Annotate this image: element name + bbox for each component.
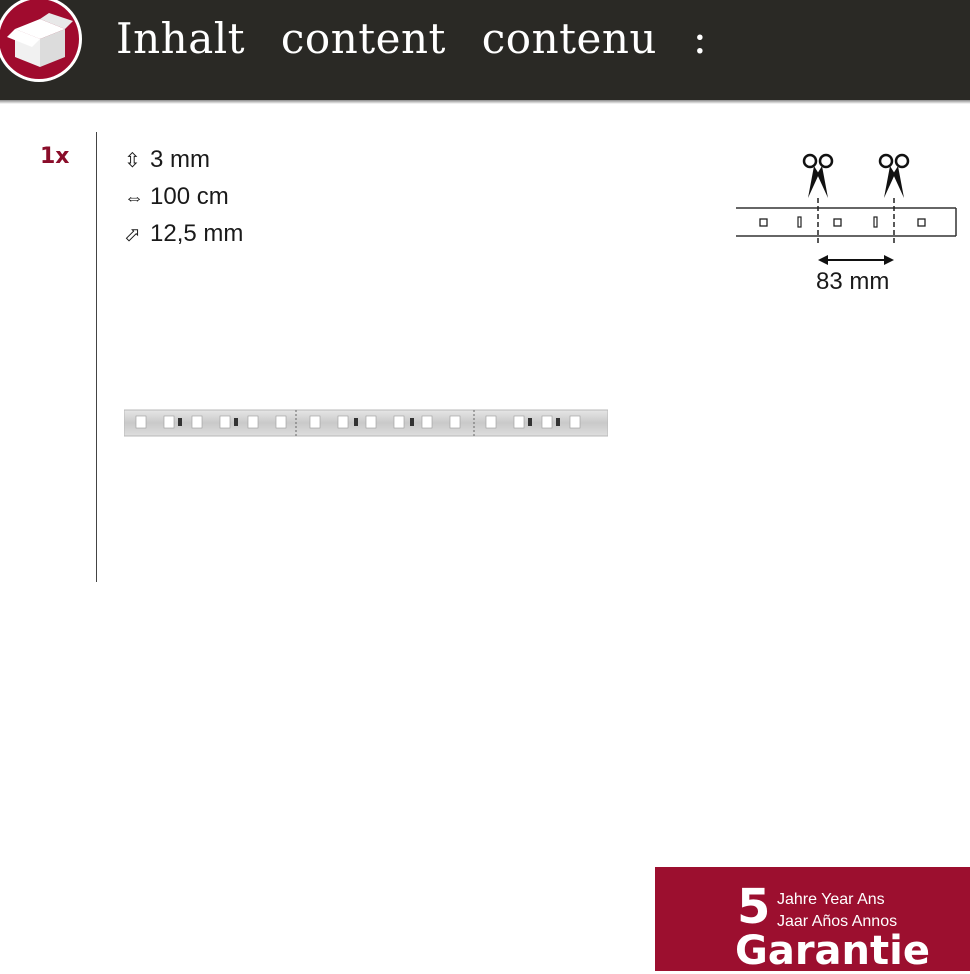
scissors-icon xyxy=(804,155,832,198)
scissors-icon xyxy=(880,155,908,198)
warranty-years-label-2: Jaar Años Annos xyxy=(777,913,898,930)
quantity-label: 1x xyxy=(40,144,70,169)
vertical-divider xyxy=(96,132,97,582)
spec-width-value: 12,5 mm xyxy=(150,220,244,247)
spec-height-value: 3 mm xyxy=(150,146,210,173)
cut-diagram xyxy=(730,150,962,270)
cut-interval-label: 83 mm xyxy=(816,268,890,295)
header-bar xyxy=(0,0,970,100)
header-shadow xyxy=(0,100,970,104)
spec-length xyxy=(124,183,229,211)
page-title: Inhalt content contenu : xyxy=(116,14,708,63)
warranty-label: Garantie xyxy=(735,928,930,974)
package-box-icon xyxy=(0,0,82,82)
width-arrows-icon: ⇔ xyxy=(124,187,144,209)
spec-width xyxy=(124,220,243,248)
warranty-years-label-1: Jahre Year Ans xyxy=(777,891,885,908)
diagonal-arrow-icon: ⬀ xyxy=(124,224,141,246)
height-arrows-icon: ⇳ xyxy=(124,150,141,172)
warranty-badge xyxy=(655,867,970,974)
warranty-years: 5 xyxy=(737,879,771,935)
led-strip-image xyxy=(124,408,608,438)
spec-length-value: 100 cm xyxy=(150,183,229,210)
spec-height xyxy=(124,146,210,174)
